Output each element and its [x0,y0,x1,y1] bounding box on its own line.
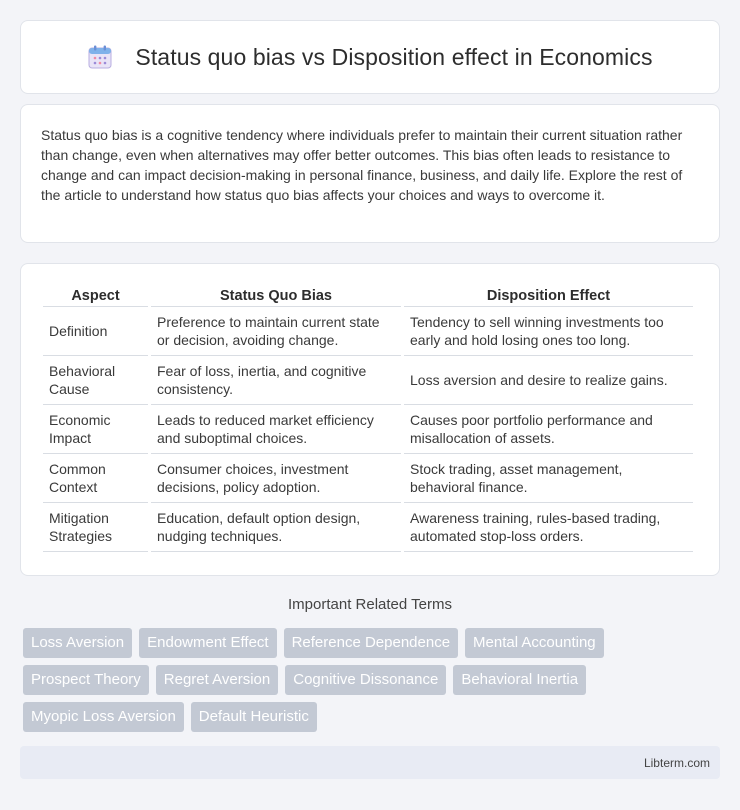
table-cell: Education, default option design, nudging techniques. [151,503,401,552]
footer [20,746,720,779]
tag-reference-dependence[interactable]: Reference Dependence [284,628,458,658]
table-cell: Causes poor portfolio performance and misallocation of assets. [404,405,693,454]
table-cell: Loss aversion and desire to realize gains. [404,356,693,405]
related-terms-title: Important Related Terms [288,596,452,613]
header-status-quo-bias: Status Quo Bias [151,286,401,307]
table-header-row [43,286,693,307]
comparison-table [40,286,696,552]
tag-endowment-effect[interactable]: Endowment Effect [139,628,276,658]
tag-row [23,628,723,658]
tag-row [23,702,723,732]
tag-myopic-loss-aversion[interactable]: Myopic Loss Aversion [23,702,184,732]
tag-row [23,665,723,695]
tag-behavioral-inertia[interactable]: Behavioral Inertia [453,665,586,695]
intro-text: Status quo bias is a cognitive tendency where individuals prefer to maintain their current situation rather than change, even when alternatives may offer better outcomes. This bias often leads to resistance to change and can impact decision-making in personal finance, business, and daily life. Explore the rest of the article to understand how status quo bias affects your choices and ways to overcome it. [41,127,683,203]
table-row [43,307,693,356]
tag-cognitive-dissonance[interactable]: Cognitive Dissonance [285,665,446,695]
table-row [43,454,693,503]
table-cell: Behavioral Cause [43,356,148,405]
table-cell: Economic Impact [43,405,148,454]
tag-mental-accounting[interactable]: Mental Accounting [465,628,604,658]
table-cell: Preference to maintain current state or decision, avoiding change. [151,307,401,356]
table-row [43,503,693,552]
header-card [20,20,720,94]
footer-site-link[interactable]: Libterm.com [643,755,710,770]
title-wrap [87,44,652,71]
calendar-icon [87,44,113,70]
table-row [43,405,693,454]
tag-prospect-theory[interactable]: Prospect Theory [23,665,149,695]
table-cell: Fear of loss, inertia, and cognitive consistency. [151,356,401,405]
table-cell: Consumer choices, investment decisions, policy adoption. [151,454,401,503]
table-cell: Awareness training, rules-based trading, automated stop-loss orders. [404,503,693,552]
comparison-table-card [20,263,720,576]
table-cell: Mitigation Strategies [43,503,148,552]
table-cell: Tendency to sell winning investments too early and hold losing ones too long. [404,307,693,356]
page-title: Status quo bias vs Disposition effect in Economics [135,43,653,70]
table-row [43,356,693,405]
table-cell: Common Context [43,454,148,503]
tag-regret-aversion[interactable]: Regret Aversion [156,665,278,695]
table-cell: Leads to reduced market efficiency and suboptimal choices. [151,405,401,454]
tag-default-heuristic[interactable]: Default Heuristic [191,702,317,732]
intro-card [20,104,720,243]
tag-loss-aversion[interactable]: Loss Aversion [23,628,132,658]
related-terms-list [23,628,723,739]
table-cell: Definition [43,307,148,356]
header-disposition-effect: Disposition Effect [404,286,693,307]
table-cell: Stock trading, asset management, behavioral finance. [404,454,693,503]
header-aspect: Aspect [43,286,148,307]
